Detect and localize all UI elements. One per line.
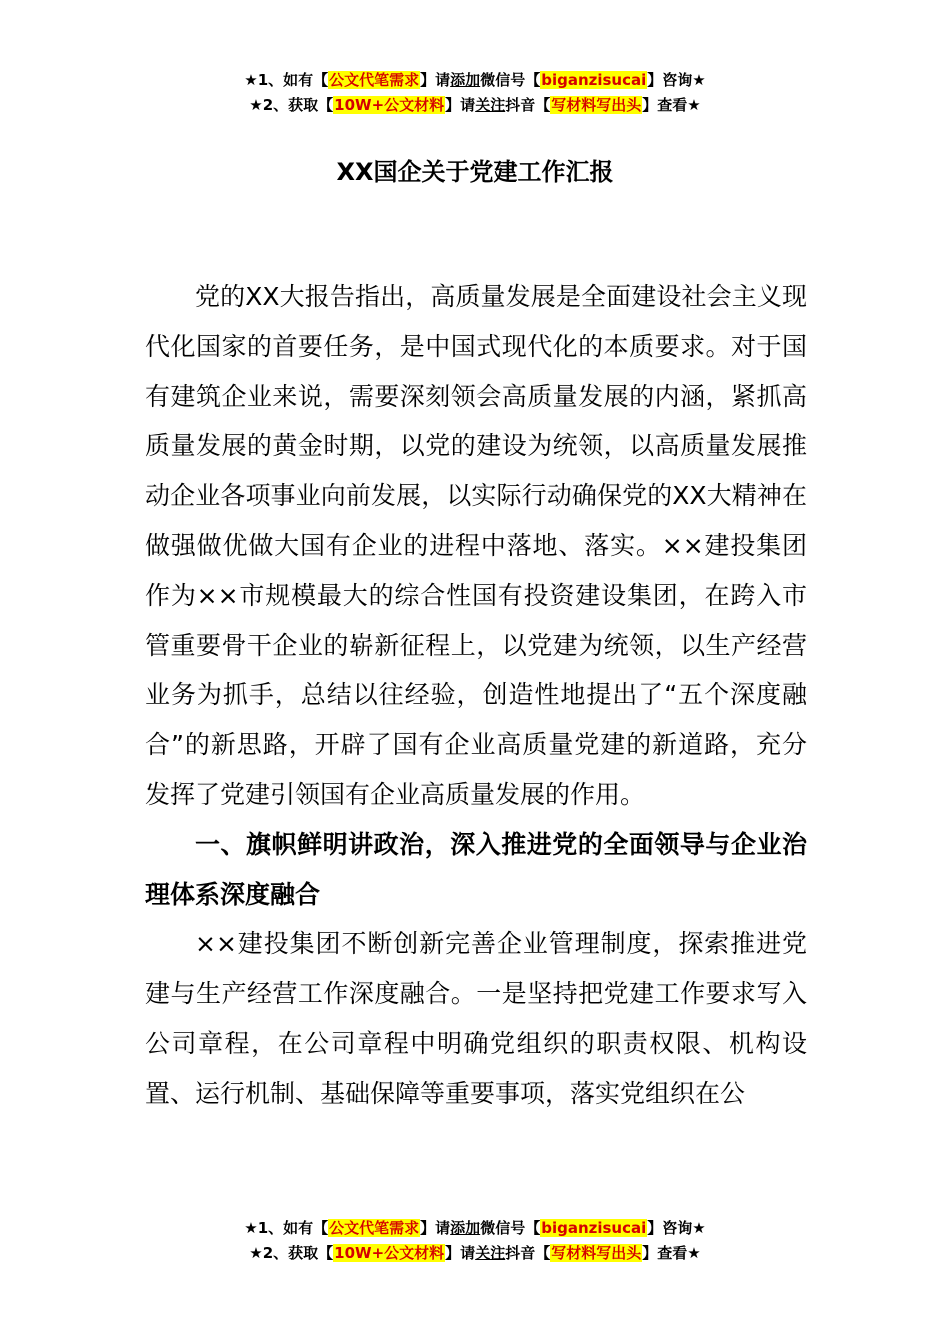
banner-text: 】请 [445, 96, 476, 114]
underlined-word: 关注 [475, 96, 506, 114]
banner-text: 】查看 [642, 1244, 688, 1262]
document-title: XX国企关于党建工作汇报 [336, 158, 614, 186]
highlight-douyin-account: 写材料写出头 [551, 1244, 642, 1262]
underlined-word: 关注 [475, 1244, 506, 1262]
intro-paragraph: 党的XX大报告指出，高质量发展是全面建设社会主义现代化国家的首要任务，是中国式现代化的本质要求。对于国有建筑企业来说，需要深刻领会高质量发展的内涵，紧抓高质量发展的黄金时期，以党的建设为统领，以高质量发展推动企业各项事业向前发展，以实际行动确保党的XX大精神在做强做优做大国有企业的进程中落地、落实。××建投集团作为××市规模最大的综合性国有投资建设集团，在跨入市管重要骨干企业的崭新征程上，以党建为统领，以生产经营业务为抓手，总结以往经验，创造性地提出了“五个深度融合”的新思路，开辟了国有企业高质量党建的新道路，充分发挥了党建引领国有企业高质量发展的作用。 [145, 282, 807, 809]
banner-text: 微信号【 [480, 1219, 541, 1237]
banner-text: 1、如有【 [257, 71, 329, 89]
banner-text: 2、获取【 [262, 1244, 334, 1262]
star-icon: ★ [692, 1219, 706, 1237]
star-icon: ★ [692, 71, 706, 89]
banner-text: 】请 [420, 1219, 451, 1237]
highlight-wechat-id: biganzisucai [541, 71, 647, 89]
document-body [145, 272, 807, 1119]
banner-line-2 [0, 1241, 950, 1266]
banner-text: 抖音【 [505, 96, 551, 114]
banner-text: 】请 [420, 71, 451, 89]
banner-text: 】查看 [642, 96, 688, 114]
banner-text: 1、如有【 [257, 1219, 329, 1237]
highlight-service: 公文代笔需求 [329, 71, 420, 89]
underlined-word: 添加 [450, 1219, 481, 1237]
banner-line-1 [0, 68, 950, 93]
section-heading-1: 一、旗帜鲜明讲政治，深入推进党的全面领导与企业治理体系深度融合 [145, 829, 807, 909]
footer-banner [0, 1216, 950, 1266]
banner-text: 】咨询 [647, 71, 693, 89]
highlight-service: 公文代笔需求 [329, 1219, 420, 1237]
star-icon: ★ [249, 96, 263, 114]
underlined-word: 添加 [450, 71, 481, 89]
star-icon: ★ [249, 1244, 263, 1262]
banner-text: 抖音【 [505, 1244, 551, 1262]
star-icon: ★ [687, 96, 701, 114]
banner-text: 2、获取【 [262, 96, 334, 114]
body-paragraph: ××建投集团不断创新完善企业管理制度，探索推进党建与生产经营工作深度融合。一是坚持把党建工作要求写入公司章程，在公司章程中明确党组织的职责权限、机构设置、运行机制、基础保障等重要事项，落实党组织在公 [145, 929, 807, 1108]
star-icon: ★ [244, 1219, 258, 1237]
star-icon: ★ [244, 71, 258, 89]
header-banner [0, 68, 950, 118]
highlight-materials: 10W+公文材料 [334, 96, 445, 114]
banner-text: 】咨询 [647, 1219, 693, 1237]
banner-text: 微信号【 [480, 71, 541, 89]
banner-line-2 [0, 93, 950, 118]
highlight-materials: 10W+公文材料 [334, 1244, 445, 1262]
highlight-wechat-id: biganzisucai [541, 1219, 647, 1237]
banner-text: 】请 [445, 1244, 476, 1262]
highlight-douyin-account: 写材料写出头 [551, 96, 642, 114]
banner-line-1 [0, 1216, 950, 1241]
star-icon: ★ [687, 1244, 701, 1262]
